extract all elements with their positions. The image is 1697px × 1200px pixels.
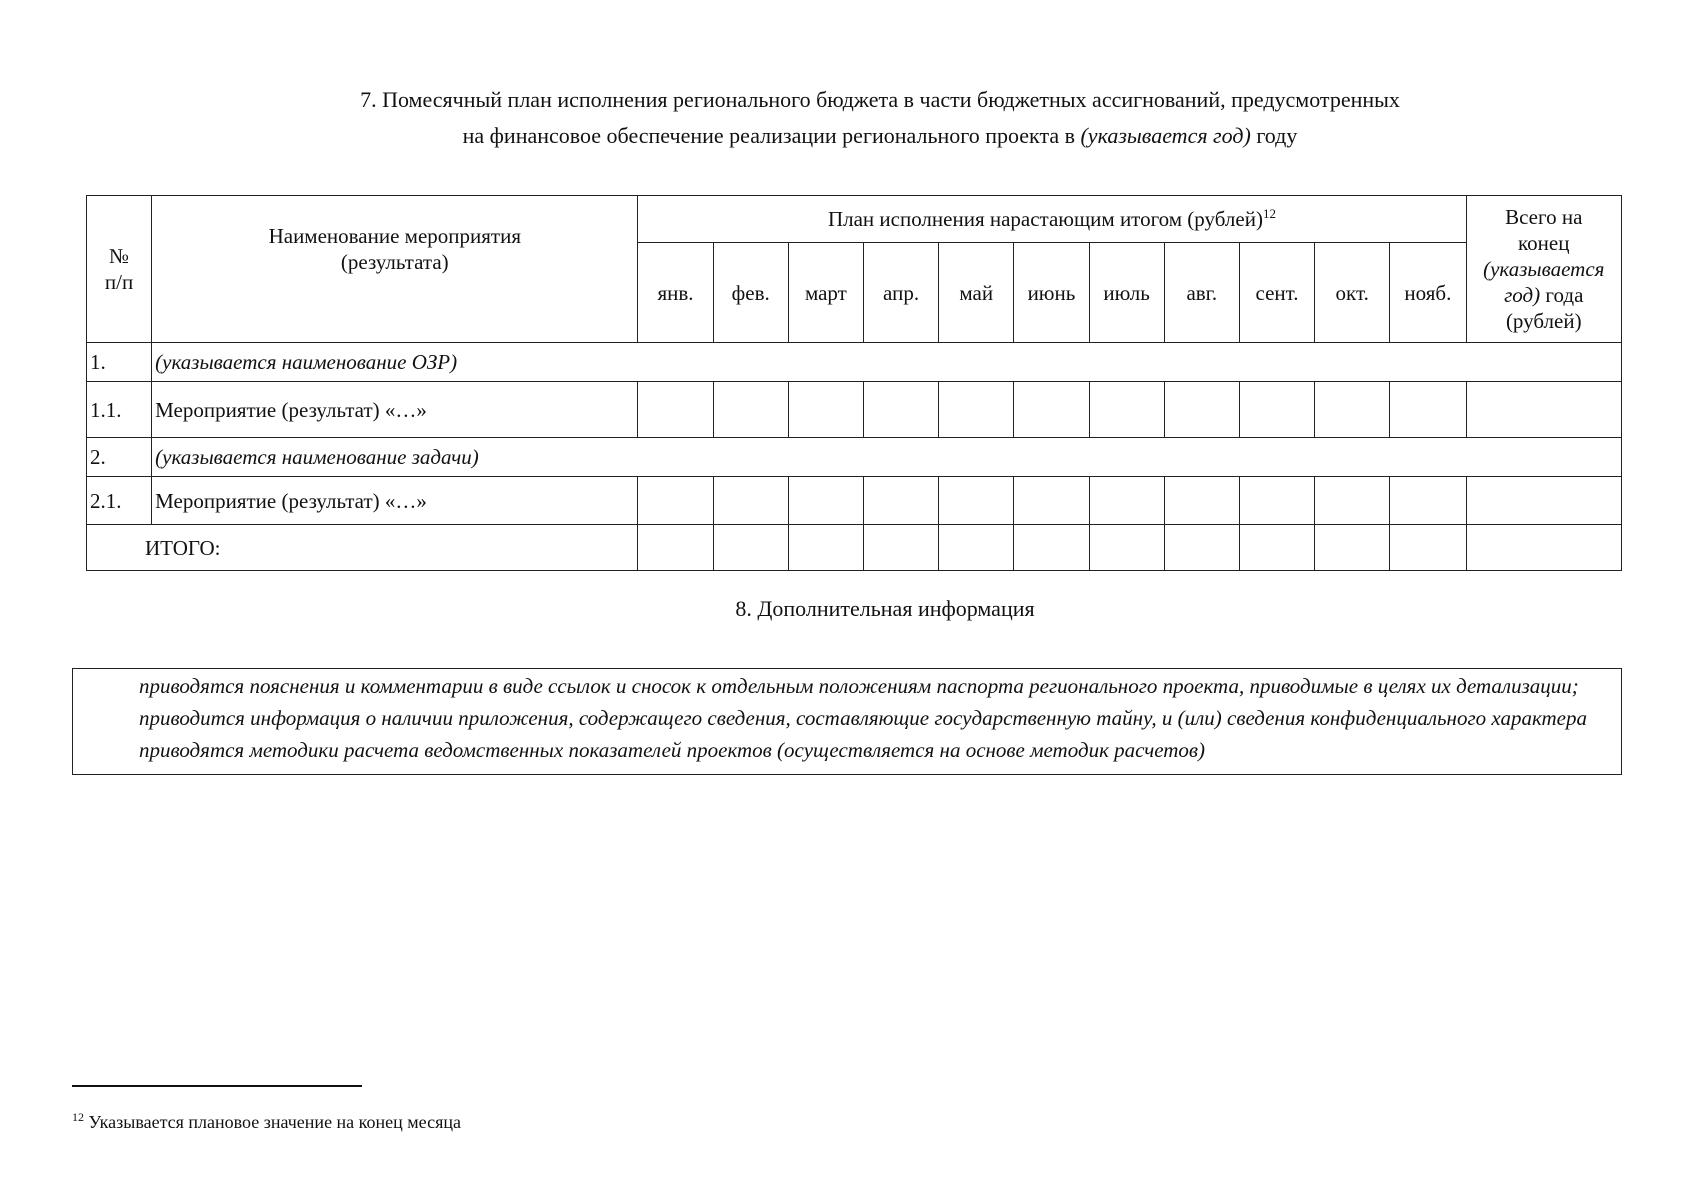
value-cell[interactable] bbox=[939, 477, 1014, 525]
additional-info-box bbox=[72, 668, 1622, 775]
value-cell[interactable] bbox=[1315, 382, 1390, 438]
value-cell[interactable] bbox=[788, 477, 863, 525]
table-row bbox=[87, 382, 1622, 438]
value-cell[interactable] bbox=[788, 382, 863, 438]
value-cell[interactable] bbox=[1089, 382, 1164, 438]
value-cell[interactable] bbox=[1014, 477, 1089, 525]
table-header-row-1 bbox=[87, 196, 1622, 243]
footnote-separator bbox=[72, 1085, 362, 1087]
section-7-title-line-2-start: на финансовое обеспечение реализации регионального проекта в bbox=[462, 123, 1081, 148]
row-name: (указывается наименование задачи) bbox=[152, 438, 1622, 477]
value-cell[interactable] bbox=[1164, 382, 1239, 438]
total-header-line-3 bbox=[1470, 256, 1618, 308]
value-cell[interactable] bbox=[1164, 477, 1239, 525]
total-value-cell[interactable] bbox=[939, 525, 1014, 571]
value-cell[interactable] bbox=[638, 382, 713, 438]
total-header-line-2: конец bbox=[1518, 231, 1570, 255]
info-paragraph: приводятся пояснения и комментарии в виде ссылок и сносок к отдельным положениям паспорта регионального проекта, приводимые в целях их детализации; bbox=[139, 674, 1579, 698]
month-header: июнь bbox=[1014, 243, 1089, 343]
col-num-header-line-1: № bbox=[109, 244, 130, 268]
budget-execution-plan-table bbox=[86, 195, 1622, 571]
total-header bbox=[1466, 196, 1621, 343]
col-name-header-line-2: (результата) bbox=[340, 250, 449, 274]
month-header: окт. bbox=[1315, 243, 1390, 343]
footnote-number: 12 bbox=[72, 1110, 84, 1124]
section-7-title-line-2 bbox=[160, 118, 1600, 154]
total-value-cell[interactable] bbox=[1014, 525, 1089, 571]
info-paragraph: приводится информация о наличии приложения, содержащего сведения, составляющие государственную тайну, и (или) сведения конфиденциального характера bbox=[139, 706, 1587, 730]
table-group-row bbox=[87, 343, 1622, 382]
value-cell[interactable] bbox=[1315, 477, 1390, 525]
total-value-cell[interactable] bbox=[713, 525, 788, 571]
value-cell[interactable] bbox=[1390, 382, 1466, 438]
value-cell[interactable] bbox=[1466, 382, 1621, 438]
plan-header-text: План исполнения нарастающим итогом (рублей) bbox=[827, 207, 1263, 231]
row-number: 1. bbox=[87, 343, 152, 382]
total-value-cell[interactable] bbox=[1164, 525, 1239, 571]
section-7-title-line-2-end: году bbox=[1250, 123, 1298, 148]
section-7-title bbox=[160, 82, 1600, 154]
total-value-cell[interactable] bbox=[1390, 525, 1466, 571]
value-cell[interactable] bbox=[1466, 477, 1621, 525]
month-header: март bbox=[788, 243, 863, 343]
total-row-label: ИТОГО: bbox=[87, 525, 638, 571]
month-header: июль bbox=[1089, 243, 1164, 343]
value-cell[interactable] bbox=[939, 382, 1014, 438]
month-header: апр. bbox=[863, 243, 938, 343]
col-num-header-line-2: п/п bbox=[104, 270, 134, 294]
info-paragraph: приводятся методики расчета ведомственных показателей проектов (осуществляется на основе методик расчетов) bbox=[139, 738, 1206, 762]
total-header-line-3-end: года bbox=[1540, 283, 1584, 307]
section-7-title-year-placeholder: (указывается год) bbox=[1080, 123, 1251, 148]
row-name: (указывается наименование ОЗР) bbox=[152, 343, 1622, 382]
value-cell[interactable] bbox=[713, 477, 788, 525]
table-total-row bbox=[87, 525, 1622, 571]
value-cell[interactable] bbox=[1390, 477, 1466, 525]
total-value-cell[interactable] bbox=[638, 525, 713, 571]
total-value-cell[interactable] bbox=[863, 525, 938, 571]
total-value-cell[interactable] bbox=[1239, 525, 1314, 571]
month-header: сент. bbox=[1239, 243, 1314, 343]
total-value-cell[interactable] bbox=[1466, 525, 1621, 571]
value-cell[interactable] bbox=[1239, 477, 1314, 525]
total-value-cell[interactable] bbox=[788, 525, 863, 571]
value-cell[interactable] bbox=[713, 382, 788, 438]
value-cell[interactable] bbox=[1239, 382, 1314, 438]
row-number: 2. bbox=[87, 438, 152, 477]
table-row bbox=[87, 477, 1622, 525]
month-header: фев. bbox=[713, 243, 788, 343]
section-8-title: 8. Дополнительная информация bbox=[735, 596, 1035, 621]
month-header: нояб. bbox=[1390, 243, 1466, 343]
footnote-text: Указывается плановое значение на конец месяца bbox=[84, 1112, 461, 1132]
plan-header-footnote-ref: 12 bbox=[1262, 206, 1276, 221]
value-cell[interactable] bbox=[638, 477, 713, 525]
value-cell[interactable] bbox=[863, 477, 938, 525]
row-number: 2.1. bbox=[87, 477, 152, 525]
row-name: Мероприятие (результат) «…» bbox=[152, 382, 638, 438]
section-7-title-line-1: 7. Помесячный план исполнения регионального бюджета в части бюджетных ассигнований, предусмотренных bbox=[360, 87, 1400, 112]
total-value-cell[interactable] bbox=[1315, 525, 1390, 571]
col-num-header bbox=[87, 196, 152, 343]
col-name-header bbox=[152, 196, 638, 343]
col-name-header-line-1: Наименование мероприятия bbox=[268, 224, 521, 248]
total-header-line-4: (рублей) bbox=[1505, 309, 1582, 333]
total-header-year-placeholder: (указывается год) bbox=[1483, 257, 1605, 307]
total-header-line-1: Всего на bbox=[1505, 205, 1583, 229]
month-header: авг. bbox=[1164, 243, 1239, 343]
table-group-row bbox=[87, 438, 1622, 477]
total-value-cell[interactable] bbox=[1089, 525, 1164, 571]
row-number: 1.1. bbox=[87, 382, 152, 438]
value-cell[interactable] bbox=[863, 382, 938, 438]
month-header: янв. bbox=[638, 243, 713, 343]
month-header: май bbox=[939, 243, 1014, 343]
value-cell[interactable] bbox=[1014, 382, 1089, 438]
value-cell[interactable] bbox=[1089, 477, 1164, 525]
plan-header bbox=[638, 196, 1466, 243]
footnote bbox=[72, 1110, 461, 1133]
row-name: Мероприятие (результат) «…» bbox=[152, 477, 638, 525]
